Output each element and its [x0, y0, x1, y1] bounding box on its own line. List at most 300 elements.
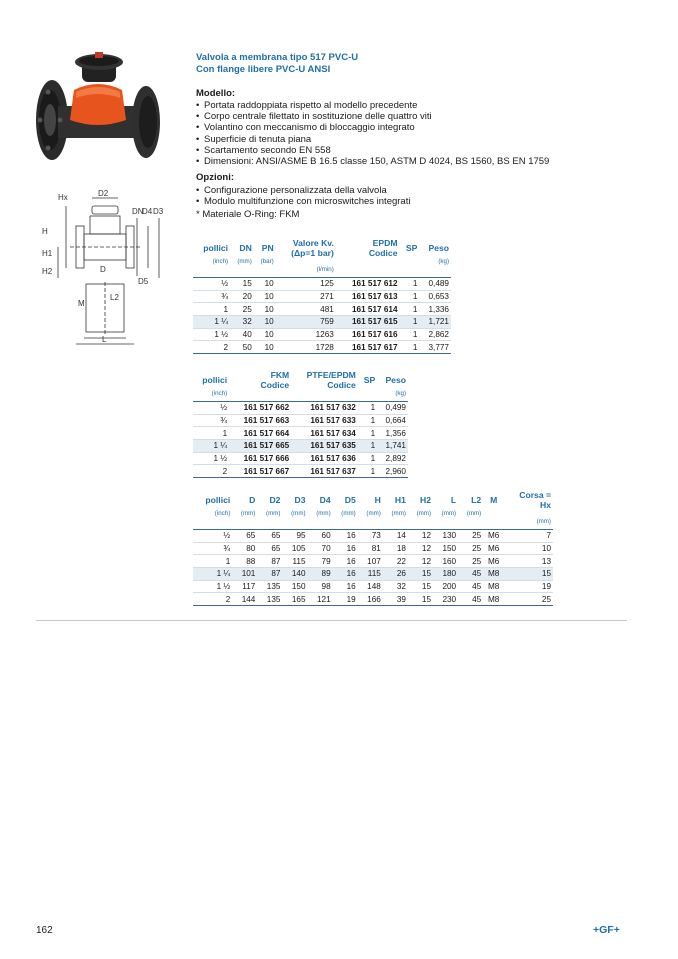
unit-label: (mm): [240, 510, 256, 517]
unit-label: [358, 518, 383, 526]
table-cell: 80: [232, 542, 257, 555]
diagram-label-h: H: [42, 227, 48, 236]
opzioni-heading: Opzioni:: [196, 172, 234, 183]
table-cell: ½: [193, 402, 229, 415]
diagram-label-l: L: [102, 335, 107, 344]
table-cell: 65: [257, 542, 282, 555]
table-cell: 105: [282, 542, 307, 555]
header-text: H1: [394, 495, 406, 505]
header-text: Codice: [368, 248, 398, 258]
table-cell: 161 517 664: [229, 427, 291, 440]
bullet-icon: •: [196, 144, 200, 156]
header-text: SP: [363, 375, 376, 385]
table-cell: 1 ½: [193, 328, 230, 341]
column-header: [408, 490, 433, 510]
unit-label: [282, 518, 307, 526]
table-cell: 65: [257, 530, 282, 543]
table-fkm-ptfe: [193, 370, 408, 478]
unit-label: (mm): [316, 510, 331, 517]
table-cell: 200: [433, 580, 458, 593]
list-item: [196, 134, 549, 145]
list-item: [196, 185, 410, 196]
table-cell: 39: [383, 593, 408, 606]
unit-label: (mm): [416, 510, 432, 517]
header-text: EPDM: [372, 238, 398, 248]
table-cell: 481: [276, 303, 336, 316]
table-row: [193, 341, 451, 354]
column-header: [483, 490, 504, 510]
column-header: [230, 238, 254, 258]
table-cell: 16: [333, 568, 358, 581]
unit-label: [230, 266, 254, 274]
table-cell: 150: [282, 580, 307, 593]
table-cell: 18: [383, 542, 408, 555]
table-cell: 22: [383, 555, 408, 568]
column-header: [308, 490, 333, 510]
table-cell: 135: [257, 580, 282, 593]
unit-label: [358, 390, 377, 398]
materiale-note: * Materiale O-Ring: FKM: [196, 209, 300, 220]
table-cell: 161 517 667: [229, 465, 291, 478]
column-header: [358, 370, 377, 390]
header-text: Peso: [428, 243, 449, 253]
column-header: [193, 370, 229, 390]
table-cell: 161 517 616: [336, 328, 400, 341]
unit-label: (mm): [366, 510, 381, 517]
column-header: [193, 238, 230, 258]
unit-label: [193, 266, 230, 274]
table-cell: ¾: [193, 414, 229, 427]
unit-label: (mm): [391, 510, 406, 517]
table-cell: M6: [483, 555, 504, 568]
table-row: [193, 290, 451, 303]
table-cell: 19: [504, 580, 553, 593]
unit-label: [483, 518, 504, 526]
table-cell: 115: [282, 555, 307, 568]
unit-label: [458, 518, 483, 526]
page-number: 162: [36, 925, 53, 936]
table-cell: 87: [257, 555, 282, 568]
table-cell: 161 517 633: [291, 414, 358, 427]
header-text: M: [490, 495, 498, 505]
table-cell: 2,960: [377, 465, 408, 478]
modello-heading: Modello:: [196, 88, 236, 99]
table-cell: 0,664: [377, 414, 408, 427]
table-cell: 1: [358, 402, 377, 415]
table-cell: 16: [333, 555, 358, 568]
table-cell: 70: [308, 542, 333, 555]
table-cell: 1 ¼: [193, 568, 232, 581]
unit-label: [336, 266, 400, 274]
table-cell: 25: [230, 303, 254, 316]
table-cell: 161 517 665: [229, 440, 291, 453]
column-header: [419, 238, 451, 258]
table-cell: M6: [483, 530, 504, 543]
table-cell: 1263: [276, 328, 336, 341]
table-cell: 1: [400, 278, 420, 291]
header-text: L2: [471, 495, 482, 505]
list-item-text: Portata raddoppiata rispetto al modello precedente: [204, 100, 418, 111]
table-cell: 166: [358, 593, 383, 606]
table-cell: 161 517 617: [336, 341, 400, 354]
table-row: [193, 530, 553, 543]
unit-label: [419, 266, 451, 274]
header-text: (Δp=1 bar): [291, 248, 334, 258]
table-cell: 45: [458, 568, 483, 581]
table-cell: 161 517 662: [229, 402, 291, 415]
diagram-label-d: D: [100, 265, 106, 274]
unit-label: (mm): [237, 258, 252, 265]
header-text: pollici: [203, 243, 229, 253]
header-text: L: [450, 495, 457, 505]
unit-label: (bar): [260, 258, 274, 265]
table-cell: 1728: [276, 341, 336, 354]
header-text: H2: [420, 495, 432, 505]
table-cell: 60: [308, 530, 333, 543]
table-cell: 45: [458, 593, 483, 606]
diagram-label-d3: D3: [153, 207, 164, 216]
table-cell: 230: [433, 593, 458, 606]
table-row: [193, 278, 451, 291]
column-header: [291, 370, 358, 390]
table-row: [193, 414, 408, 427]
diagram-label-h2: H2: [42, 267, 53, 276]
unit-label: (mm): [341, 510, 356, 517]
bullet-icon: •: [196, 156, 200, 168]
table-cell: 12: [408, 530, 433, 543]
diagram-label-hx: Hx: [58, 193, 68, 202]
table-row: [193, 568, 553, 581]
table-row: [193, 402, 408, 415]
table-cell: 2: [193, 341, 230, 354]
header-text: Valore Kv.: [292, 238, 334, 248]
table-cell: 160: [433, 555, 458, 568]
valve-product-image: [34, 50, 162, 170]
table-cell: 165: [282, 593, 307, 606]
table-cell: 148: [358, 580, 383, 593]
unit-label: (inch): [212, 258, 229, 265]
table-epdm: [193, 238, 451, 354]
table-cell: 25: [504, 593, 553, 606]
table-cell: 1,741: [377, 440, 408, 453]
diagram-label-h1: H1: [42, 249, 53, 258]
list-item-text: Configurazione personalizzata della valvola: [204, 185, 387, 196]
list-item-text: Dimensioni: ANSI/ASME B 16.5 classe 150, ASTM D 4024, BS 1560, BS EN 1759: [204, 156, 550, 168]
table-cell: 1 ¼: [193, 316, 230, 329]
column-header: [229, 370, 291, 390]
table-cell: 2: [193, 593, 232, 606]
table-cell: 161 517 634: [291, 427, 358, 440]
header-text: pollici: [202, 375, 228, 385]
unit-label: (mm): [441, 510, 457, 517]
table-row: [193, 328, 451, 341]
opzioni-list: [196, 185, 410, 207]
header-text: DN: [239, 243, 252, 253]
list-item: [196, 145, 549, 156]
table-cell: 161 517 637: [291, 465, 358, 478]
unit-label: [291, 390, 358, 398]
table-cell: 13: [504, 555, 553, 568]
column-header: [193, 490, 232, 510]
table-cell: 1,721: [419, 316, 451, 329]
header-text: Corsa =: [519, 490, 551, 500]
table-cell: 45: [458, 580, 483, 593]
table-cell: 1 ¼: [193, 440, 229, 453]
table-cell: 16: [333, 580, 358, 593]
bullet-icon: •: [196, 185, 200, 196]
unit-label: [232, 518, 257, 526]
column-header: [282, 490, 307, 510]
table-cell: ½: [193, 278, 230, 291]
unit-label: [193, 518, 232, 526]
table-row: [193, 452, 408, 465]
table-cell: 40: [230, 328, 254, 341]
header-text: Hx: [540, 500, 551, 510]
table-cell: 150: [433, 542, 458, 555]
table-cell: 130: [433, 530, 458, 543]
bullet-icon: •: [196, 100, 200, 111]
column-header: [400, 238, 420, 258]
table-cell: 15: [408, 593, 433, 606]
unit-label: [433, 518, 458, 526]
column-header: [257, 490, 282, 510]
unit-label: [483, 510, 504, 518]
header-text: Codice: [260, 380, 290, 390]
table-row: [193, 465, 408, 478]
column-header: [333, 490, 358, 510]
header-text: PTFE/EPDM: [306, 370, 356, 380]
table-cell: 144: [232, 593, 257, 606]
table-dimensions: [193, 490, 553, 606]
table-cell: 73: [358, 530, 383, 543]
table-row: [193, 593, 553, 606]
table-cell: 25: [458, 530, 483, 543]
table-cell: 180: [433, 568, 458, 581]
table-cell: 161 517 612: [336, 278, 400, 291]
table-cell: M8: [483, 568, 504, 581]
table-cell: 10: [254, 303, 276, 316]
table-cell: 15: [408, 580, 433, 593]
header-text: SP: [405, 243, 418, 253]
table-cell: 271: [276, 290, 336, 303]
table-cell: 1 ½: [193, 452, 229, 465]
unit-label: [254, 266, 276, 274]
table-cell: 10: [504, 542, 553, 555]
column-header: [276, 238, 336, 258]
table-row: [193, 440, 408, 453]
table-cell: 19: [333, 593, 358, 606]
table-cell: 161 517 615: [336, 316, 400, 329]
column-header: [433, 490, 458, 510]
header-text: Codice: [327, 380, 356, 390]
title-line-2: Con flange libere PVC-U ANSI: [196, 64, 331, 75]
table-cell: 0,653: [419, 290, 451, 303]
list-item-text: Scartamento secondo EN 558: [204, 144, 331, 156]
unit-label: (mm): [291, 510, 306, 517]
bullet-icon: •: [196, 122, 200, 134]
unit-label: [308, 518, 333, 526]
table-cell: 1: [358, 440, 377, 453]
table-cell: 121: [308, 593, 333, 606]
list-item: [196, 156, 549, 167]
table-cell: 117: [232, 580, 257, 593]
table-row: [193, 427, 408, 440]
list-item: [196, 122, 549, 133]
header-text: pollici: [205, 495, 231, 505]
table-cell: 1: [358, 452, 377, 465]
table-cell: 26: [383, 568, 408, 581]
column-header: [358, 490, 383, 510]
table-cell: 125: [276, 278, 336, 291]
table-row: [193, 303, 451, 316]
table-cell: 1: [193, 303, 230, 316]
diagram-label-dn: DN: [132, 207, 144, 216]
table-cell: 15: [408, 568, 433, 581]
table-cell: 95: [282, 530, 307, 543]
table-cell: 161 517 635: [291, 440, 358, 453]
table-cell: 161 517 632: [291, 402, 358, 415]
table-cell: 2,892: [377, 452, 408, 465]
table-cell: 101: [232, 568, 257, 581]
table-cell: 7: [504, 530, 553, 543]
list-item-text: Modulo multifunzione con microswitches integrati: [204, 196, 411, 208]
unit-label: (l/min): [316, 266, 334, 273]
bullet-icon: •: [196, 133, 200, 145]
diagram-label-m: M: [78, 299, 85, 308]
table-cell: 161 517 613: [336, 290, 400, 303]
unit-label: [383, 518, 408, 526]
list-item-text: Corpo centrale filettato in sostituzione delle quattro viti: [204, 111, 432, 123]
table-cell: 1: [400, 303, 420, 316]
unit-label: [333, 518, 358, 526]
column-header: [383, 490, 408, 510]
table-cell: 161 517 636: [291, 452, 358, 465]
modello-list: [196, 100, 549, 167]
table-row: [193, 542, 553, 555]
table-cell: 88: [232, 555, 257, 568]
table-cell: 12: [408, 542, 433, 555]
table-cell: 107: [358, 555, 383, 568]
table-cell: 32: [230, 316, 254, 329]
table-cell: 161 517 614: [336, 303, 400, 316]
table-cell: 1: [400, 290, 420, 303]
table-cell: 140: [282, 568, 307, 581]
table-cell: 0,499: [377, 402, 408, 415]
table-cell: M8: [483, 593, 504, 606]
unit-label: (mm): [266, 510, 281, 517]
header-text: H: [374, 495, 381, 505]
column-header: [254, 238, 276, 258]
bullet-icon: •: [196, 111, 200, 123]
table-cell: 87: [257, 568, 282, 581]
table-cell: 161 517 663: [229, 414, 291, 427]
table-cell: 20: [230, 290, 254, 303]
gf-logo: +GF+: [593, 924, 620, 936]
table-row: [193, 316, 451, 329]
table-cell: 89: [308, 568, 333, 581]
header-text: FKM: [270, 370, 290, 380]
divider: [36, 620, 627, 621]
table-cell: 10: [254, 328, 276, 341]
table-cell: 1: [193, 555, 232, 568]
table-cell: M6: [483, 542, 504, 555]
table-cell: ¾: [193, 542, 232, 555]
header-text: D2: [269, 495, 281, 505]
table-cell: 1: [400, 316, 420, 329]
unit-label: [229, 390, 291, 398]
diagram-label-d4: D4: [142, 207, 153, 216]
unit-label: [276, 258, 336, 266]
unit-label: [400, 266, 420, 274]
table-cell: 12: [408, 555, 433, 568]
table-cell: 1,336: [419, 303, 451, 316]
table-cell: 32: [383, 580, 408, 593]
product-title: [196, 52, 358, 76]
table-cell: 10: [254, 290, 276, 303]
table-cell: 1: [400, 328, 420, 341]
table-cell: 1 ½: [193, 580, 232, 593]
table-cell: 65: [232, 530, 257, 543]
table-cell: 10: [254, 341, 276, 354]
header-text: PN: [261, 243, 274, 253]
list-item: [196, 100, 549, 111]
table-cell: 25: [458, 542, 483, 555]
table-cell: 1: [358, 465, 377, 478]
table-cell: 2: [193, 465, 229, 478]
table-row: [193, 580, 553, 593]
diagram-label-l2: L2: [110, 293, 119, 302]
unit-label: (inch): [211, 390, 228, 397]
table-cell: 115: [358, 568, 383, 581]
list-item-text: Superficie di tenuta piana: [204, 133, 312, 145]
table-cell: 25: [458, 555, 483, 568]
table-cell: 16: [333, 530, 358, 543]
table-cell: 15: [504, 568, 553, 581]
bullet-icon: •: [196, 196, 200, 208]
header-text: D: [249, 495, 256, 505]
table-cell: 14: [383, 530, 408, 543]
unit-label: [504, 510, 553, 518]
table-cell: 10: [254, 316, 276, 329]
column-header: [377, 370, 408, 390]
list-item-text: Volantino con meccanismo di bloccaggio integrato: [204, 122, 415, 134]
list-item: [196, 196, 410, 207]
table-cell: 50: [230, 341, 254, 354]
unit-label: (mm): [466, 510, 482, 517]
table-cell: ¾: [193, 290, 230, 303]
title-line-1: Valvola a membrana tipo 517 PVC-U: [196, 52, 359, 63]
header-text: Peso: [385, 375, 406, 385]
table-cell: 79: [308, 555, 333, 568]
header-text: D4: [319, 495, 331, 505]
table-cell: 1: [193, 427, 229, 440]
table-cell: 2,862: [419, 328, 451, 341]
unit-label: (kg): [395, 390, 406, 397]
table-cell: 135: [257, 593, 282, 606]
table-row: [193, 555, 553, 568]
table-cell: 1: [358, 427, 377, 440]
unit-label: [257, 518, 282, 526]
list-item: [196, 111, 549, 122]
unit-label: (kg): [438, 258, 449, 265]
table-cell: ½: [193, 530, 232, 543]
table-cell: 161 517 666: [229, 452, 291, 465]
unit-label: [400, 258, 420, 266]
table-cell: 1: [400, 341, 420, 354]
diagram-label-d2: D2: [98, 189, 109, 198]
table-cell: 98: [308, 580, 333, 593]
diagram-label-d5: D5: [138, 277, 149, 286]
